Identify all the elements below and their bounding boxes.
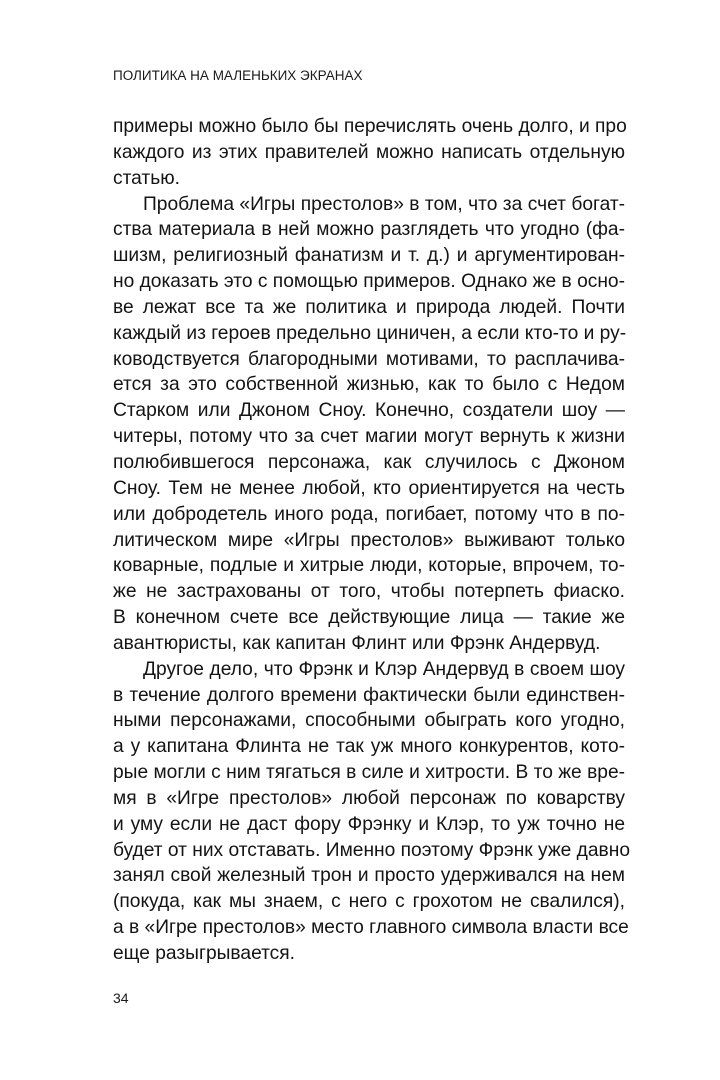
text-line: ется за это собственной жизнью, как то было с Недом [113, 374, 625, 396]
text-line: литическом мире «Игры престолов» выживают только [113, 529, 625, 551]
text-line: занял свой железный трон и просто удерживался на нем [113, 865, 625, 887]
text-line: авантюристы, как капитан Флинт или Фрэнк Андервуд. [113, 632, 601, 654]
page-number: 34 [113, 990, 129, 1006]
paragraph [113, 114, 625, 192]
text-line: а в «Игре престолов» место главного символа власти все [113, 917, 629, 939]
text-line: каждый из героев предельно циничен, а если кто-то и ру- [113, 322, 627, 344]
text-line: мя в «Игре престолов» любой персонаж по коварству [113, 787, 625, 809]
text-line: а у капитана Флинта не так уж много конкурентов, кото- [113, 736, 625, 758]
text-line: Старком или Джоном Сноу. Конечно, создатели шоу — [113, 400, 625, 422]
paragraph [113, 192, 625, 657]
text-line: ководствуется благородными мотивами, то расплачива- [113, 348, 625, 370]
text-line: В конечном счете все действующие лица — такие же [113, 607, 625, 629]
text-line: коварные, подлые и хитрые люди, которые, впрочем, то- [113, 555, 625, 577]
text-line: шизм, религиозный фанатизм и т. д.) и аргументирован- [113, 245, 625, 267]
text-line: же не застрахованы от того, чтобы потерпеть фиаско. [113, 581, 625, 603]
text-line: статью. [113, 167, 180, 189]
text-line: в течение долгого времени фактически были единствен- [113, 684, 625, 706]
text-line: полюбившегося персонажа, как случилось с Джоном [113, 451, 625, 473]
body-text [113, 114, 631, 967]
text-line: примеры можно было бы перечислять очень долго, и про [113, 116, 627, 137]
text-line: рые могли с ним тягаться в силе и хитрости. В то же вре- [113, 762, 625, 784]
text-line: ства материала в ней можно разглядеть что угодно (фа- [113, 219, 625, 241]
paragraph [113, 657, 631, 967]
text-line: каждого из этих правителей можно написать отдельную [113, 141, 625, 163]
text-line: будет от них отставать. Именно поэтому Фрэнк уже давно [113, 839, 631, 861]
text-line: Сноу. Тем не менее любой, кто ориентируется на честь [113, 477, 625, 499]
text-line: (покуда, как мы знаем, с него с грохотом не свалился), [113, 891, 625, 913]
text-line: еще разыгрывается. [113, 943, 295, 964]
text-line: Другое дело, что Фрэнк и Клэр Андервуд в своем шоу [143, 658, 625, 680]
text-line: ве лежат все та же политика и природа людей. Почти [113, 296, 625, 318]
running-head: ПОЛИТИКА НА МАЛЕНЬКИХ ЭКРАНАХ [113, 68, 363, 83]
text-line: и уму если не даст фору Фрэнку и Клэр, то уж точно не [113, 813, 625, 835]
text-line: читеры, потому что за счет магии могут вернуть к жизни [113, 426, 625, 448]
text-line: ными персонажами, способными обыграть кого угодно, [113, 710, 625, 732]
text-line: или добродетель иного рода, погибает, потому что в по- [113, 503, 625, 525]
text-line: Проблема «Игры престолов» в том, что за счет богат- [143, 193, 625, 215]
text-line: но доказать это с помощью примеров. Однако же в осно- [113, 271, 625, 293]
